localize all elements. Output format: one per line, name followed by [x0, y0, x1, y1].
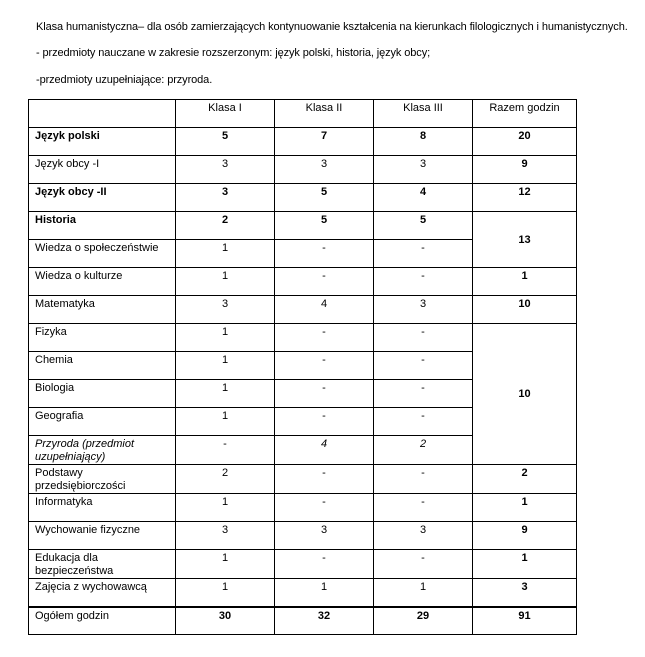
klasa-2-cell: 32 [275, 607, 374, 635]
subject-cell: Historia [29, 212, 176, 240]
klasa-3-cell: - [374, 494, 473, 522]
klasa-1-cell: 1 [176, 550, 275, 579]
table-row [29, 465, 577, 494]
table-row [29, 212, 577, 240]
klasa-2-cell: 3 [275, 522, 374, 550]
table-row [29, 324, 577, 352]
header-cell-total: Razem godzin [473, 100, 577, 128]
intro-line-3: -przedmioty uzupełniające: przyroda. [36, 74, 213, 86]
total-cell: 10 [473, 296, 577, 324]
subject-cell: Język polski [29, 128, 176, 156]
klasa-1-cell: 1 [176, 408, 275, 436]
subject-cell: Biologia [29, 380, 176, 408]
klasa-1-cell: 3 [176, 184, 275, 212]
total-cell-merged: 10 [473, 324, 577, 465]
klasa-2-cell: 7 [275, 128, 374, 156]
intro-line-1: Klasa humanistyczna– dla osób zamierzających kontynuowanie kształcenia na kierunkach filologicznych i humanistycznych. [36, 21, 628, 33]
header-cell-klasa-1: Klasa I [176, 100, 275, 128]
klasa-2-cell: - [275, 240, 374, 268]
klasa-3-cell: - [374, 324, 473, 352]
total-cell: 1 [473, 268, 577, 296]
klasa-2-cell: 4 [275, 436, 374, 465]
klasa-2-cell: - [275, 408, 374, 436]
table-row-total [29, 607, 577, 635]
subject-cell: Wiedza o społeczeństwie [29, 240, 176, 268]
table-row [29, 522, 577, 550]
subject-cell: Zajęcia z wychowawcą [29, 579, 176, 607]
klasa-3-cell: 3 [374, 296, 473, 324]
klasa-1-cell: 1 [176, 324, 275, 352]
total-cell: 9 [473, 522, 577, 550]
curriculum-table [28, 99, 577, 635]
klasa-2-cell: - [275, 268, 374, 296]
subject-cell: Język obcy -II [29, 184, 176, 212]
klasa-1-cell: - [176, 436, 275, 465]
klasa-3-cell: 3 [374, 156, 473, 184]
klasa-3-cell: - [374, 380, 473, 408]
total-cell: 12 [473, 184, 577, 212]
klasa-3-cell: 4 [374, 184, 473, 212]
klasa-1-cell: 1 [176, 240, 275, 268]
klasa-3-cell: - [374, 352, 473, 380]
table-row [29, 128, 577, 156]
subject-cell: Chemia [29, 352, 176, 380]
klasa-3-cell: 3 [374, 522, 473, 550]
subject-cell: Geografia [29, 408, 176, 436]
klasa-2-cell: - [275, 550, 374, 579]
header-cell-klasa-3: Klasa III [374, 100, 473, 128]
klasa-3-cell: 29 [374, 607, 473, 635]
klasa-1-cell: 2 [176, 465, 275, 494]
klasa-2-cell: 4 [275, 296, 374, 324]
klasa-2-cell: 1 [275, 579, 374, 607]
klasa-3-cell: 8 [374, 128, 473, 156]
table-row [29, 579, 577, 607]
table-row [29, 268, 577, 296]
klasa-2-cell: - [275, 380, 374, 408]
klasa-1-cell: 1 [176, 579, 275, 607]
klasa-3-cell: - [374, 240, 473, 268]
subject-cell: Przyroda (przedmiot uzupełniający) [29, 436, 176, 465]
klasa-1-cell: 3 [176, 296, 275, 324]
subject-cell: Język obcy -I [29, 156, 176, 184]
klasa-2-cell: 3 [275, 156, 374, 184]
klasa-2-cell: - [275, 465, 374, 494]
klasa-2-cell: 5 [275, 212, 374, 240]
klasa-2-cell: - [275, 324, 374, 352]
intro-line-2: - przedmioty nauczane w zakresie rozszerzonym: język polski, historia, język obcy; [36, 47, 431, 59]
klasa-1-cell: 1 [176, 352, 275, 380]
klasa-3-cell: - [374, 550, 473, 579]
klasa-1-cell: 1 [176, 380, 275, 408]
klasa-3-cell: 5 [374, 212, 473, 240]
klasa-1-cell: 1 [176, 494, 275, 522]
total-cell: 91 [473, 607, 577, 635]
klasa-2-cell: 5 [275, 184, 374, 212]
total-cell: 9 [473, 156, 577, 184]
klasa-1-cell: 3 [176, 522, 275, 550]
klasa-2-cell: - [275, 494, 374, 522]
klasa-3-cell: 2 [374, 436, 473, 465]
header-cell-subject [29, 100, 176, 128]
subject-cell: Informatyka [29, 494, 176, 522]
klasa-1-cell: 2 [176, 212, 275, 240]
header-row [29, 100, 577, 128]
subject-cell: Podstawy przedsiębiorczości [29, 465, 176, 494]
total-cell-merged: 13 [473, 212, 577, 268]
subject-cell: Wychowanie fizyczne [29, 522, 176, 550]
klasa-2-cell: - [275, 352, 374, 380]
table-row [29, 296, 577, 324]
table-row [29, 550, 577, 579]
total-cell: 1 [473, 550, 577, 579]
table-row [29, 184, 577, 212]
total-cell: 20 [473, 128, 577, 156]
subject-cell: Matematyka [29, 296, 176, 324]
total-cell: 2 [473, 465, 577, 494]
header-cell-klasa-2: Klasa II [275, 100, 374, 128]
subject-cell: Wiedza o kulturze [29, 268, 176, 296]
klasa-3-cell: - [374, 268, 473, 296]
table-row [29, 156, 577, 184]
subject-cell: Ogółem godzin [29, 607, 176, 635]
klasa-3-cell: - [374, 408, 473, 436]
klasa-1-cell: 1 [176, 268, 275, 296]
klasa-1-cell: 3 [176, 156, 275, 184]
subject-cell: Fizyka [29, 324, 176, 352]
klasa-1-cell: 30 [176, 607, 275, 635]
table-row [29, 494, 577, 522]
klasa-1-cell: 5 [176, 128, 275, 156]
klasa-3-cell: 1 [374, 579, 473, 607]
klasa-3-cell: - [374, 465, 473, 494]
total-cell: 3 [473, 579, 577, 607]
subject-cell: Edukacja dla bezpieczeństwa [29, 550, 176, 579]
total-cell: 1 [473, 494, 577, 522]
